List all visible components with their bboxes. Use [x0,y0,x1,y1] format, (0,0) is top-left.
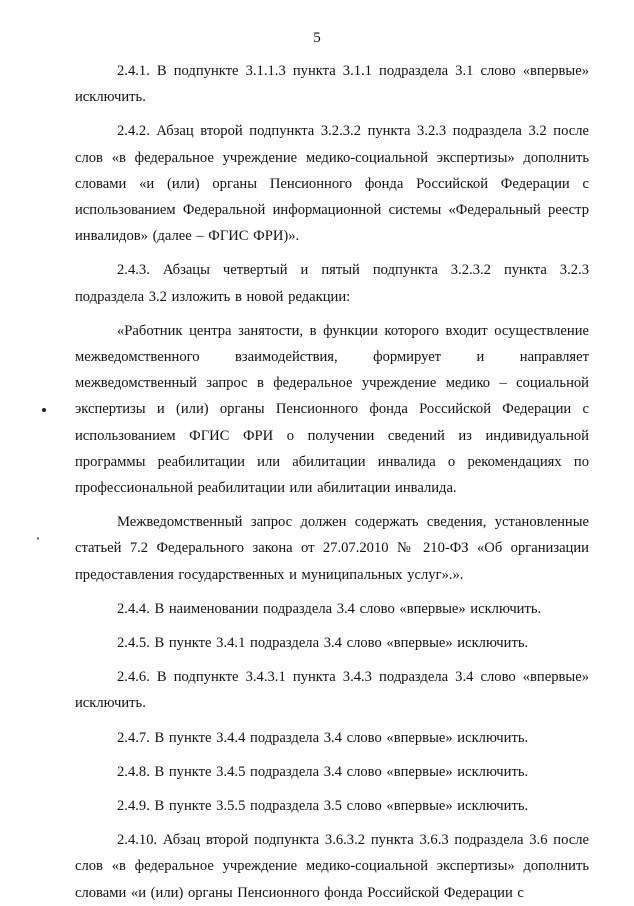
scan-artifact-mark [37,537,39,540]
paragraph-quoted-1: «Работник центра занятости, в функции которого входит осуществление межведомственного взаимодействия, формирует и направляет межведомственный запрос в федеральное учреждение медико – социальной экспертизы и (или) органы Пенсионного фонда Российской Федерации с использованием ФГИС ФРИ о получении сведений из индивидуальной программы реабилитации или абилитации инвалида о рекомендациях по профессиональной реабилитации или абилитации инвалида. [75,322,589,497]
paragraph-2-4-9: 2.4.9. В пункте 3.5.5 подраздела 3.5 слово «впервые» исключить. [117,798,529,815]
paragraph-2-4-8: 2.4.8. В пункте 3.4.5 подраздела 3.4 слово «впервые» исключить. [117,763,529,780]
paragraph-quoted-2: Межведомственный запрос должен содержать сведения, установленные статьей 7.2 Федерального закона от 27.07.2010 № 210-ФЗ «Об организации предоставления государственных и муниципальных услуг».». [75,514,589,583]
paragraph-2-4-4: 2.4.4. В наименовании подраздела 3.4 слово «впервые» исключить. [117,600,542,617]
document-body [75,58,589,906]
paragraph-2-4-10: 2.4.10. Абзац второй подпункта 3.6.3.2 пункта 3.6.3 подраздела 3.6 после слов «в федеральное учреждение медико-социальной экспертизы» дополнить словами «и (или) органы Пенсионного фонда Российской Федерации с [75,832,589,901]
paragraph-2-4-6: 2.4.6. В подпункте 3.4.3.1 пункта 3.4.3 подраздела 3.4 слово «впервые» исключить. [75,669,589,712]
scan-artifact-dot [42,408,46,412]
paragraph-2-4-2: 2.4.2. Абзац второй подпункта 3.2.3.2 пункта 3.2.3 подраздела 3.2 после слов «в федеральное учреждение медико-социальной экспертизы» дополнить словами «и (или) органы Пенсионного фонда Российской Федерации с использованием Федеральной информационной системы «Федеральный реестр инвалидов» (далее – ФГИС ФРИ)». [75,123,589,245]
page-number: 5 [313,30,321,46]
paragraph-2-4-5: 2.4.5. В пункте 3.4.1 подраздела 3.4 слово «впервые» исключить. [117,635,529,652]
paragraph-2-4-3: 2.4.3. Абзацы четвертый и пятый подпункта 3.2.3.2 пункта 3.2.3 подраздела 3.2 изложить в новой редакции: [75,262,589,305]
paragraph-2-4-1: 2.4.1. В подпункте 3.1.1.3 пункта 3.1.1 подраздела 3.1 слово «впервые» исключить. [75,63,589,106]
paragraph-2-4-7: 2.4.7. В пункте 3.4.4 подраздела 3.4 слово «впервые» исключить. [117,729,529,746]
